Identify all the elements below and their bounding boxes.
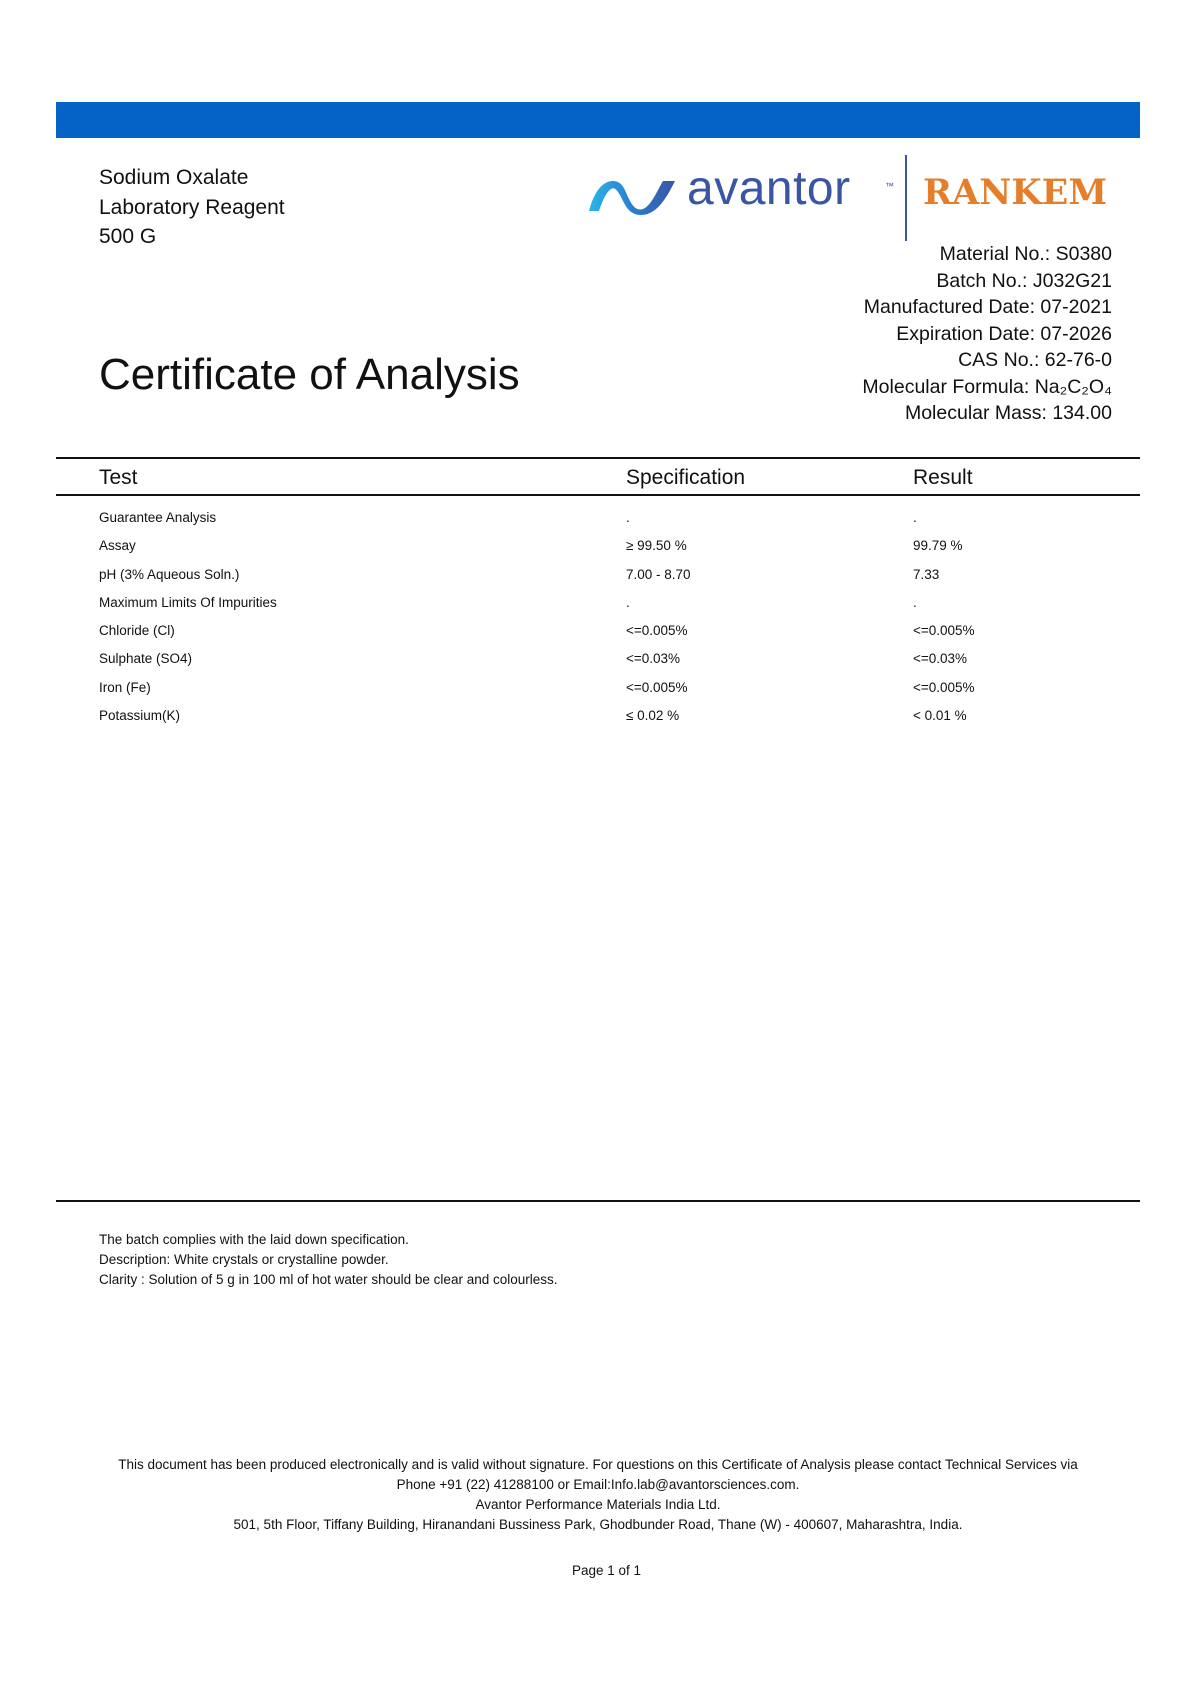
material-number: Material No.: S0380 (939, 243, 1112, 265)
material-details (862, 241, 1112, 427)
result-cell: <=0.005% (913, 623, 975, 639)
test-cell: Chloride (Cl) (99, 623, 175, 639)
company-logo (585, 155, 1110, 241)
test-cell: Potassium(K) (99, 708, 181, 724)
batch-number: Batch No.: J032G21 (936, 269, 1112, 292)
footer-company: Avantor Performance Materials India Ltd. (475, 1497, 721, 1512)
footer (56, 1455, 1140, 1535)
test-cell: Assay (99, 538, 136, 554)
result-cell: <=0.005% (913, 679, 975, 695)
spec-cell: . (626, 594, 630, 610)
molecular-formula: Molecular Formula: Na₂C₂O₄ (862, 375, 1112, 398)
product-grade: Laboratory Reagent (99, 195, 285, 219)
result-cell: 99.79 % (913, 538, 963, 554)
result-cell: < 0.01 % (913, 708, 967, 724)
header-bar (56, 102, 1140, 138)
compliance-note: The batch complies with the laid down specification. (99, 1232, 409, 1247)
table-row (0, 676, 1190, 704)
spec-cell: 7.00 - 8.70 (626, 566, 691, 582)
table-top-rule (56, 457, 1140, 459)
avantor-logo-icon (585, 173, 677, 217)
table-row (0, 506, 1190, 534)
product-info (99, 163, 285, 252)
test-cell: pH (3% Aqueous Soln.) (99, 566, 240, 582)
footer-disclaimer: This document has been produced electronically and is valid without signature. For questions on this Certificate of Analysis please contact Technical Services via (118, 1457, 1078, 1472)
batch-notes (99, 1230, 558, 1290)
result-cell: . (913, 594, 917, 610)
header-specification: Specification (626, 466, 746, 489)
rankem-wordmark: RANKEM (923, 172, 1108, 213)
description-note: Description: White crystals or crystalline powder. (99, 1252, 389, 1267)
result-cell: <=0.03% (913, 651, 968, 667)
spec-cell: . (626, 510, 630, 525)
table-row (0, 647, 1190, 675)
test-cell: Maximum Limits Of Impurities (99, 594, 277, 610)
header-result: Result (913, 466, 973, 489)
table-row (0, 619, 1190, 647)
table-row (0, 704, 1190, 732)
test-cell: Iron (Fe) (99, 679, 151, 695)
avantor-wordmark: avantor (687, 162, 851, 215)
table-row (0, 591, 1190, 619)
spec-cell: ≥ 99.50 % (626, 538, 687, 554)
spec-cell: ≤ 0.02 % (626, 708, 680, 724)
product-size: 500 G (99, 225, 157, 248)
result-cell: . (913, 510, 917, 525)
footer-contact: Phone +91 (22) 41288100 or Email:Info.lab@avantorsciences.com. (396, 1477, 800, 1492)
header-test: Test (99, 466, 138, 489)
table-header-rule (56, 494, 1140, 496)
trademark-symbol: ™ (885, 181, 894, 191)
results-table (0, 506, 1190, 732)
page-title: Certificate of Analysis (99, 350, 520, 399)
table-row (0, 534, 1190, 562)
cas-number: CAS No.: 62-76-0 (958, 349, 1112, 371)
test-cell: Sulphate (SO4) (99, 651, 193, 667)
table-row (0, 563, 1190, 591)
spec-cell: <=0.005% (626, 623, 688, 639)
expiration-date: Expiration Date: 07-2026 (896, 322, 1112, 345)
spec-cell: <=0.03% (626, 651, 681, 667)
page-number: Page 1 of 1 (571, 1563, 642, 1578)
clarity-note: Clarity : Solution of 5 g in 100 ml of hot water should be clear and colourless. (99, 1272, 558, 1287)
spec-cell: <=0.005% (626, 679, 688, 695)
result-cell: 7.33 (913, 566, 940, 582)
footer-address: 501, 5th Floor, Tiffany Building, Hiranandani Bussiness Park, Ghodbunder Road, Thane (W) - 400607, Maharashtra, India. (233, 1517, 963, 1532)
logo-divider (905, 155, 907, 241)
product-name: Sodium Oxalate (99, 166, 249, 189)
test-cell: Guarantee Analysis (99, 510, 217, 525)
manufactured-date: Manufactured Date: 07-2021 (863, 296, 1112, 318)
notes-top-rule (56, 1200, 1140, 1202)
molecular-mass: Molecular Mass: 134.00 (904, 402, 1112, 424)
